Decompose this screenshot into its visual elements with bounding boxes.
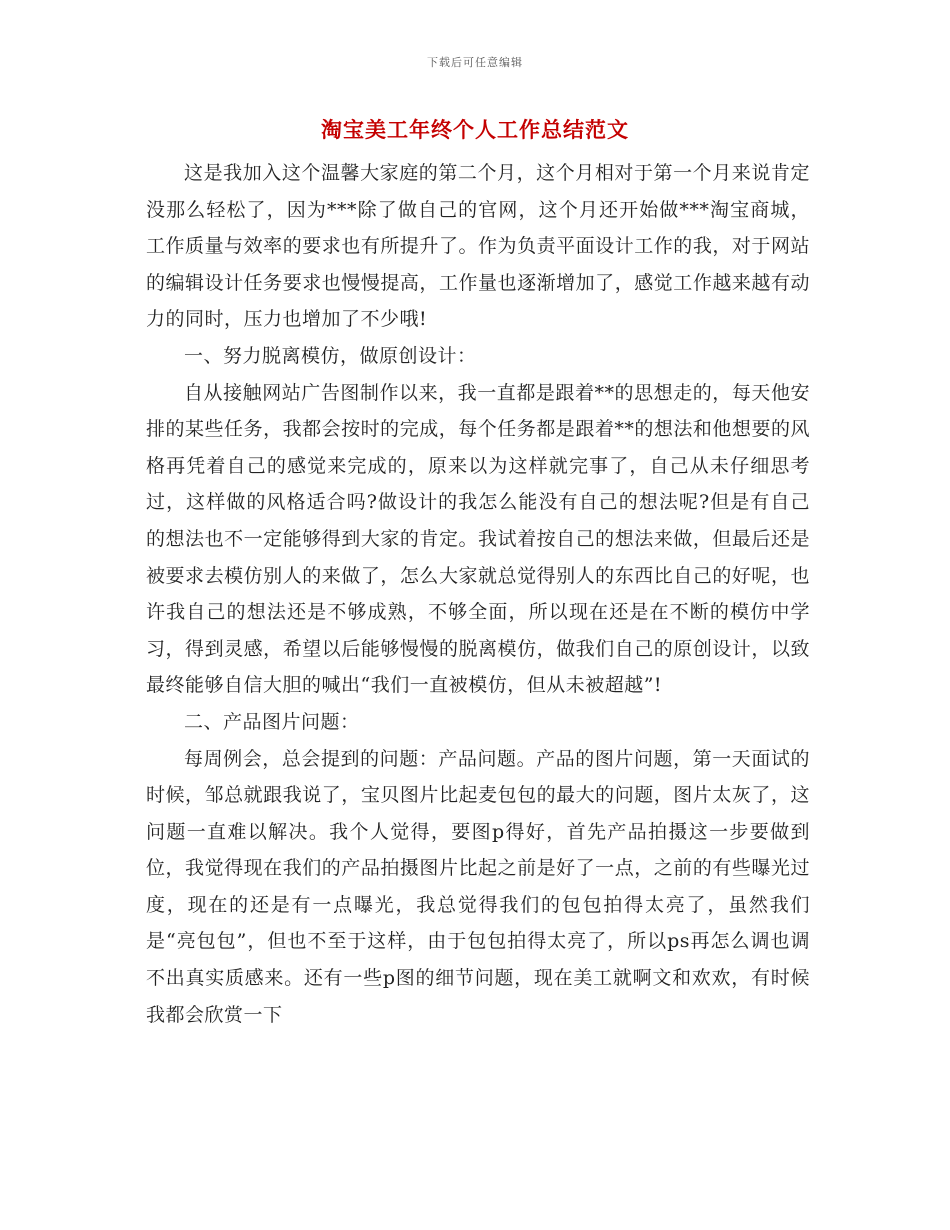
header-note: 下载后可任意编辑	[427, 56, 523, 69]
section-heading-1: 一、努力脱离模仿，做原创设计：	[184, 344, 477, 367]
paragraph-intro: 这是我加入这个温馨大家庭的第二个月，这个月相对于第一个月来说肯定没那么轻松了，因为***除了做自己的官网，这个月还开始做***淘宝商城，工作质量与效率的要求也有所提升了。作为负责平面设计工作的我，对于网站的编辑设计任务要求也慢慢提高，工作量也逐渐增加了，感觉工作越来越有动力的同时，压力也增加了不少哦!	[146, 162, 810, 331]
document-body	[146, 155, 810, 1033]
paragraph-section-2: 每周例会，总会提到的问题：产品问题。产品的图片问题，第一天面试的时候，邹总就跟我说了，宝贝图片比起麦包包的最大的问题，图片太灰了，这问题一直难以解决。我个人觉得，要图p得好，首先产品拍摄这一步要做到位，我觉得现在我们的产品拍摄图片比起之前是好了一点，之前的有些曝光过度，现在的还是有一点曝光，我总觉得我们的包包拍得太亮了，虽然我们是“亮包包”，但也不至于这样，由于包包拍得太亮了，所以ps再怎么调也调不出真实质感来。还有一些p图的细节问题，现在美工就啊文和欢欢，有时候我都会欣赏一下	[146, 747, 810, 1026]
section-heading-2: 二、产品图片问题：	[184, 710, 360, 733]
paragraph-section-1: 自从接触网站广告图制作以来，我一直都是跟着**的思想走的，每天他安排的某些任务，我都会按时的完成，每个任务都是跟着**的想法和他想要的风格再凭着自己的感觉来完成的，原来以为这样就完事了，自己从未仔细思考过，这样做的风格适合吗?做设计的我怎么能没有自己的想法呢?但是有自己的想法也不一定能够得到大家的肯定。我试着按自己的想法来做，但最后还是被要求去模仿别人的来做了，怎么大家就总觉得别人的东西比自己的好呢，也许我自己的想法还是不够成熟，不够全面，所以现在还是在不断的模仿中学习，得到灵感，希望以后能够慢慢的脱离模仿，做我们自己的原创设计，以致最终能够自信大胆的喊出“我们一直被模仿，但从未被超越”!	[146, 381, 810, 697]
document-title: 淘宝美工年终个人工作总结范文	[321, 117, 629, 142]
